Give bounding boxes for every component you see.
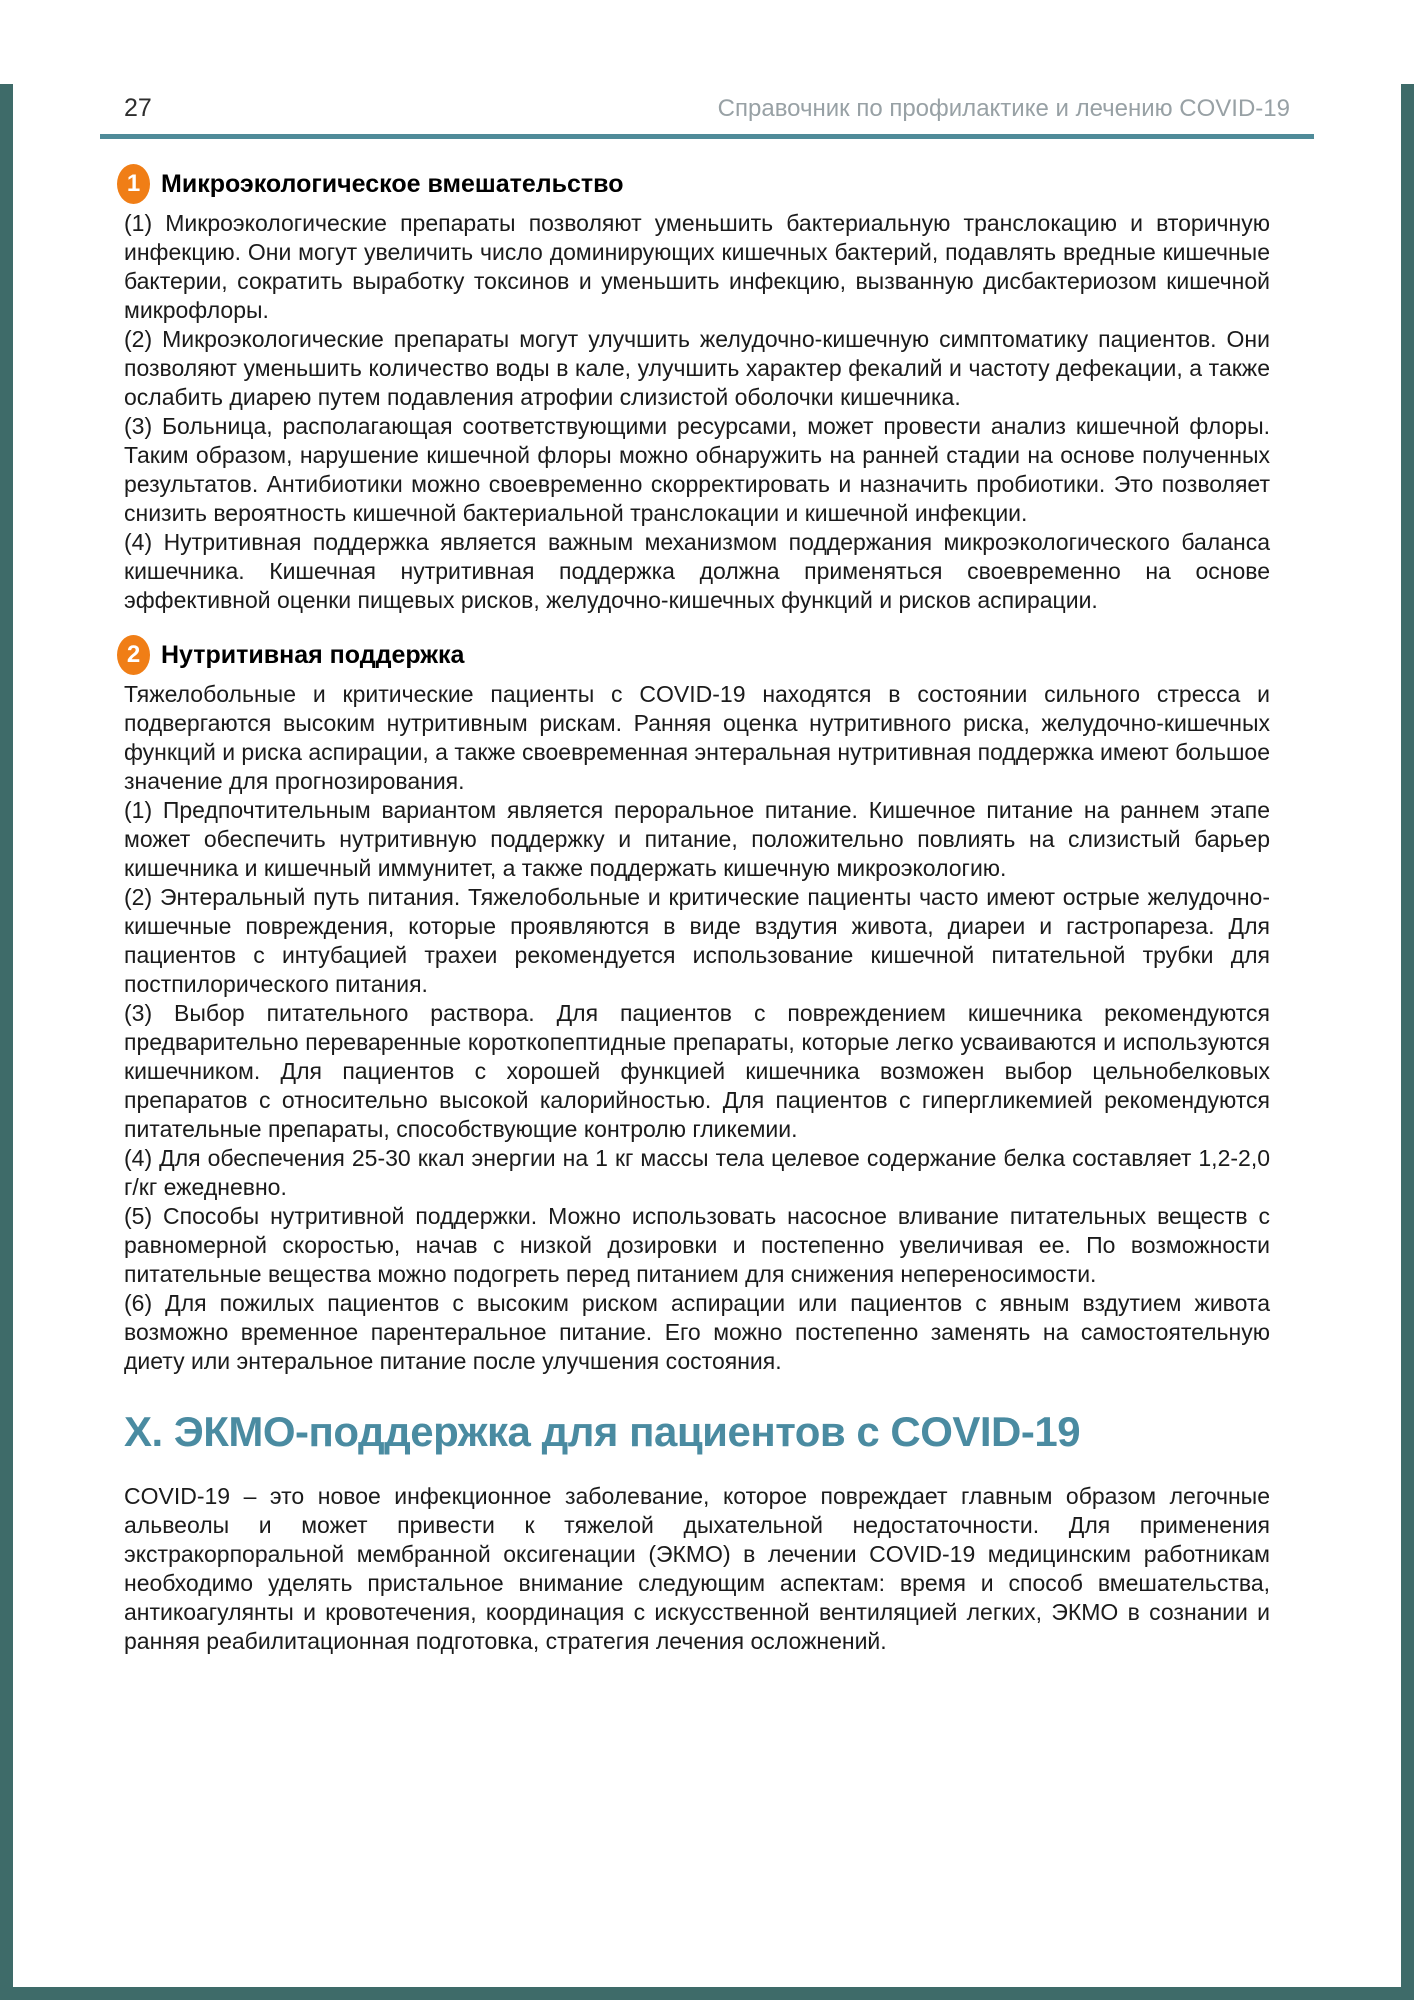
page-number: 27: [124, 94, 152, 122]
section-2-paragraph-3: (3) Выбор питательного раствора. Для пациентов с повреждением кишечника рекомендуются предварительно переваренные короткопептидные препараты, которые легко усваиваются и используются кишечником. Для пациентов с хорошей функцией кишечника возможен выбор цельнобелковых препаратов с относительно высокой калорийностью. Для пациентов с гипергликемией рекомендуются питательные препараты, способствующие контролю гликемии.: [124, 1000, 1270, 1142]
section-2-paragraph-1: (1) Предпочтительным вариантом является пероральное питание. Кишечное питание на раннем этапе может обеспечить нутритивную поддержку и питание, положительно повлиять на слизистый барьер кишечника и кишечный иммунитет, а также поддержать кишечную микроэкологию.: [124, 797, 1270, 881]
section-1-title: Микроэкологическое вмешательство: [161, 169, 624, 198]
section-1-heading: [117, 164, 1270, 204]
chapter-paragraph: COVID-19 – это новое инфекционное заболевание, которое повреждает главным образом легочные альвеолы и может привести к тяжелой дыхательной недостаточности. Для применения экстракорпоральной мембранной оксигенации (ЭКМО) в лечении COVID-19 медицинским работникам необходимо уделять пристальное внимание следующим аспектам: время и способ вмешательства, антикоагулянты и кровотечения, координация с искусственной вентиляцией легких, ЭКМО в сознании и ранняя реабилитационная подготовка, стратегия лечения осложнений.: [124, 1483, 1270, 1654]
section-2-title: Нутритивная поддержка: [161, 640, 465, 669]
section-2-paragraph-6: (6) Для пожилых пациентов с высоким риском аспирации или пациентов с явным вздутием живота возможно временное парентеральное питание. Его можно постепенно заменять на самостоятельную диету или энтеральное питание после улучшения состояния.: [124, 1290, 1270, 1374]
section-2-heading: [117, 635, 1270, 675]
page-border-bottom: [0, 1987, 1414, 2000]
section-1-number-badge: 1: [117, 164, 150, 204]
section-2-number-badge: 2: [117, 635, 150, 675]
section-1-paragraph-3: (3) Больница, располагающая соответствующими ресурсами, может провести анализ кишечной флоры. Таким образом, нарушение кишечной флоры можно обнаружить на ранней стадии на основе полученных результатов. Антибиотики можно своевременно скорректировать и назначить пробиотики. Это позволяет снизить вероятность кишечной бактериальной транслокации и кишечной инфекции.: [124, 413, 1270, 526]
section-2-paragraph-5: (5) Способы нутритивной поддержки. Можно использовать насосное вливание питательных веществ с равномерной скоростью, начав с низкой дозировки и постепенно увеличивая ее. По возможности питательные вещества можно подогреть перед питанием для снижения непереносимости.: [124, 1203, 1270, 1287]
section-2-paragraph-2: (2) Энтеральный путь питания. Тяжелобольные и критические пациенты часто имеют острые желудочно-кишечные повреждения, которые проявляются в виде вздутия живота, диареи и гастропареза. Для пациентов с интубацией трахеи рекомендуется использование кишечной питательной трубки для постпилорического питания.: [124, 884, 1270, 997]
header-rule: [100, 134, 1314, 139]
section-2-paragraph-4: (4) Для обеспечения 25-30 ккал энергии на 1 кг массы тела целевое содержание белка составляет 1,2-2,0 г/кг ежедневно.: [124, 1145, 1270, 1200]
running-title: Справочник по профилактике и лечению COVID-19: [717, 95, 1290, 122]
section-1-paragraph-2: (2) Микроэкологические препараты могут улучшить желудочно-кишечную симптоматику пациентов. Они позволяют уменьшить количество воды в кале, улучшить характер фекалий и частоту дефекации, а также ослабить диарею путем подавления атрофии слизистой оболочки кишечника.: [124, 326, 1270, 410]
page-border-left: [0, 84, 13, 2000]
page-content: [124, 150, 1270, 1656]
page-border-right: [1401, 84, 1414, 2000]
section-1-paragraph-1: (1) Микроэкологические препараты позволяют уменьшить бактериальную транслокацию и вторичную инфекцию. Они могут увеличить число доминирующих кишечных бактерий, подавлять вредные кишечные бактерии, сократить выработку токсинов и уменьшить инфекцию, вызванную дисбактериозом кишечной микрофлоры.: [124, 210, 1270, 323]
section-1-paragraph-4: (4) Нутритивная поддержка является важным механизмом поддержания микроэкологического баланса кишечника. Кишечная нутритивная поддержка должна применяться своевременно на основе эффективной оценки пищевых рисков, желудочно-кишечных функций и рисков аспирации.: [124, 529, 1270, 613]
chapter-title: X. ЭКМО-поддержка для пациентов с COVID-19: [124, 1408, 1081, 1455]
section-2-intro: Тяжелобольные и критические пациенты с COVID-19 находятся в состоянии сильного стресса и подвергаются высоким нутритивным рискам. Ранняя оценка нутритивного риска, желудочно-кишечных функций и риска аспирации, а также своевременная энтеральная нутритивная поддержка имеют большое значение для прогнозирования.: [124, 681, 1270, 794]
page-header: [124, 94, 1290, 123]
